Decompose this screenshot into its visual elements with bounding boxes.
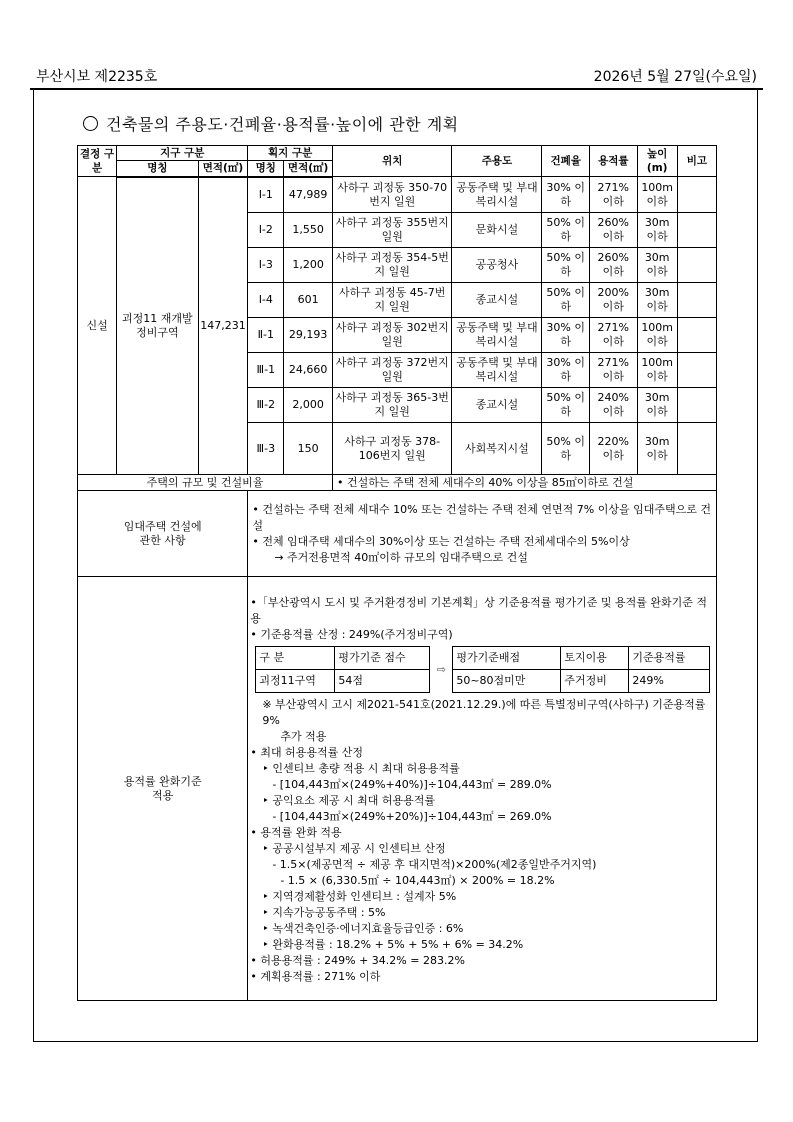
lot-height: 100m 이하 bbox=[637, 177, 677, 213]
header-far: 용적률 bbox=[589, 146, 637, 177]
header-coverage: 건폐율 bbox=[542, 146, 590, 177]
lot-name: Ⅰ-1 bbox=[248, 177, 284, 213]
lot-height: 100m 이하 bbox=[637, 318, 677, 353]
header-district-area: 면적(㎡) bbox=[198, 161, 248, 177]
far-relax-content bbox=[248, 577, 717, 1001]
lot-location: 사하구 괴정동 354-5번지 일원 bbox=[332, 248, 452, 283]
district-area-cell: 147,231 bbox=[198, 177, 248, 475]
lot-use: 문화시설 bbox=[452, 213, 542, 248]
rental-content bbox=[248, 491, 717, 577]
lot-use: 종교시설 bbox=[452, 283, 542, 318]
lot-height: 30m 이하 bbox=[637, 213, 677, 248]
header-location: 위치 bbox=[332, 146, 452, 177]
lot-use: 종교시설 bbox=[452, 388, 542, 423]
lot-coverage: 30% 이하 bbox=[542, 318, 590, 353]
lot-note bbox=[677, 283, 716, 318]
lot-area: 2,000 bbox=[284, 388, 333, 423]
result-header: 토지이용 bbox=[561, 647, 629, 670]
eval-result-table bbox=[452, 646, 710, 693]
rental-label bbox=[78, 491, 248, 577]
far-calc-line: ‣ 녹색건축인증·에너지효율등급인증 : 6% bbox=[262, 922, 464, 935]
housing-scale-label: 주택의 규모 및 건설비율 bbox=[78, 475, 333, 491]
lot-name: Ⅲ-1 bbox=[248, 353, 284, 388]
building-plan-table bbox=[77, 145, 717, 1001]
lot-use: 공동주택 및 부대복리시설 bbox=[452, 177, 542, 213]
lot-name: Ⅲ-3 bbox=[248, 423, 284, 475]
header-lot-name: 명칭 bbox=[248, 161, 284, 177]
lot-area: 1,550 bbox=[284, 213, 333, 248]
far-relax-label bbox=[78, 577, 248, 1001]
far-calc-line: • 계획용적률 : 271% 이하 bbox=[250, 970, 381, 983]
header-decision: 결정 구분 bbox=[78, 146, 117, 177]
far-calc-line: - 1.5×(제공면적 ÷ 제공 후 대지면적)×200%(제2종일반주거지역) bbox=[272, 858, 597, 871]
far-calc-line: - 1.5 × (6,330.5㎡ ÷ 104,443㎡) × 200% = 18.2% bbox=[280, 874, 555, 887]
header-lot-area: 면적(㎡) bbox=[284, 161, 333, 177]
far-calc-line: ‣ 인센티브 총량 적용 시 최대 허용용적률 bbox=[262, 762, 460, 775]
lot-location: 사하구 괴정동 302번지 일원 bbox=[332, 318, 452, 353]
result-cell: 249% bbox=[629, 670, 710, 693]
header-height: 높이 (m) bbox=[637, 146, 677, 177]
lot-far: 271% 이하 bbox=[589, 318, 637, 353]
lot-height: 30m 이하 bbox=[637, 423, 677, 475]
result-header: 평가기준배점 bbox=[453, 647, 561, 670]
lot-height: 30m 이하 bbox=[637, 283, 677, 318]
eval-score-table bbox=[255, 646, 430, 693]
lot-location: 사하구 괴정동 355번지 일원 bbox=[332, 213, 452, 248]
bulletin-issue: 부산시보 제2235호 bbox=[36, 69, 158, 85]
section-title-text: 건축물의 주용도·건폐율·용적률·높이에 관한 계획 bbox=[106, 115, 459, 134]
rental-line: • 전체 임대주택 세대수의 30%이상 또는 건설하는 주택 전체세대수의 5%이상 bbox=[252, 534, 630, 548]
far-calc-line: - [104,443㎡×(249%+40%)]÷104,443㎡ = 289.0% bbox=[272, 778, 552, 791]
rental-line: → 주거전용면적 40㎡이하 규모의 임대주택으로 건설 bbox=[274, 550, 528, 564]
rental-row bbox=[78, 491, 717, 577]
lot-far: 260% 이하 bbox=[589, 213, 637, 248]
header-lot: 획지 구분 bbox=[248, 146, 333, 161]
lot-far: 220% 이하 bbox=[589, 423, 637, 475]
lot-location: 사하구 괴정동 365-3번지 일원 bbox=[332, 388, 452, 423]
lot-note bbox=[677, 423, 716, 475]
lot-area: 47,989 bbox=[284, 177, 333, 213]
lot-area: 1,200 bbox=[284, 248, 333, 283]
eval-cell: 54점 bbox=[335, 670, 430, 693]
lot-name: Ⅰ-3 bbox=[248, 248, 284, 283]
lot-far: 240% 이하 bbox=[589, 388, 637, 423]
lot-location: 사하구 괴정동 350-70번지 일원 bbox=[332, 177, 452, 213]
lot-note bbox=[677, 318, 716, 353]
lot-location: 사하구 괴정동 372번지 일원 bbox=[332, 353, 452, 388]
right-arrow-icon: ⇨ bbox=[436, 662, 446, 676]
lot-location: 사하구 괴정동 45-7번지 일원 bbox=[332, 283, 452, 318]
header-district: 지구 구분 bbox=[117, 146, 248, 161]
far-calc-line: ‣ 공익요소 제공 시 최대 허용용적률 bbox=[262, 794, 436, 807]
far-intro-line: •「부산광역시 도시 및 주거환경정비 기본계획」상 기준용적률 평가기준 및 용적률 완화기준 적용 bbox=[250, 596, 707, 625]
bulletin-date: 2026년 5월 27일(수요일) bbox=[593, 69, 757, 85]
housing-scale-row bbox=[78, 475, 717, 491]
far-calc-line: ‣ 공공시설부지 제공 시 인센티브 산정 bbox=[262, 842, 446, 855]
far-relax-row bbox=[78, 577, 717, 1001]
far-calc-line: ‣ 완화용적률 : 18.2% + 5% + 5% + 6% = 34.2% bbox=[262, 938, 524, 951]
lot-note bbox=[677, 353, 716, 388]
result-cell: 50~80점미만 bbox=[453, 670, 561, 693]
lot-height: 30m 이하 bbox=[637, 248, 677, 283]
header-note: 비고 bbox=[677, 146, 716, 177]
lot-coverage: 30% 이하 bbox=[542, 353, 590, 388]
header-use: 주용도 bbox=[452, 146, 542, 177]
lot-area: 601 bbox=[284, 283, 333, 318]
far-calc-line: ‣ 지속가능공동주택 : 5% bbox=[262, 906, 386, 919]
header-district-name: 명칭 bbox=[117, 161, 198, 177]
lot-far: 260% 이하 bbox=[589, 248, 637, 283]
lot-height: 30m 이하 bbox=[637, 388, 677, 423]
lot-far: 200% 이하 bbox=[589, 283, 637, 318]
lot-area: 24,660 bbox=[284, 353, 333, 388]
lot-far: 271% 이하 bbox=[589, 353, 637, 388]
lot-coverage: 50% 이하 bbox=[542, 213, 590, 248]
lot-coverage: 50% 이하 bbox=[542, 423, 590, 475]
lot-name: Ⅱ-1 bbox=[248, 318, 284, 353]
lot-note bbox=[677, 213, 716, 248]
lot-height: 100m 이하 bbox=[637, 353, 677, 388]
rental-label-text: 임대주택 건설에 관한 사항 bbox=[123, 519, 202, 547]
circle-bullet-icon bbox=[83, 116, 98, 131]
lot-far: 271% 이하 bbox=[589, 177, 637, 213]
far-calc-line: • 허용용적률 : 249% + 34.2% = 283.2% bbox=[250, 954, 465, 967]
lot-name: Ⅰ-4 bbox=[248, 283, 284, 318]
far-calc-line: ※ 부산광역시 고시 제2021-541호(2021.12.29.)에 따른 특별정비구역(사하구) 기준용적률 9% bbox=[262, 698, 706, 727]
lot-use: 공동주택 및 부대복리시설 bbox=[452, 318, 542, 353]
table-row bbox=[78, 177, 717, 213]
far-calc-lines bbox=[250, 697, 714, 985]
lot-area: 29,193 bbox=[284, 318, 333, 353]
lot-use: 사회복지시설 bbox=[452, 423, 542, 475]
result-cell: 주거정비 bbox=[561, 670, 629, 693]
lot-note bbox=[677, 177, 716, 213]
rental-line: • 건설하는 주택 전체 세대수 10% 또는 건설하는 주택 전체 연면적 7% 이상을 임대주택으로 건설 bbox=[252, 502, 711, 532]
far-eval-tables bbox=[255, 646, 714, 693]
section-title bbox=[83, 112, 459, 135]
far-calc-line: • 용적률 완화 적용 bbox=[250, 826, 342, 839]
lot-use: 공동주택 및 부대복리시설 bbox=[452, 353, 542, 388]
lot-name: Ⅰ-2 bbox=[248, 213, 284, 248]
far-calc-line: 추가 적용 bbox=[280, 730, 327, 743]
eval-cell: 괴정11구역 bbox=[256, 670, 335, 693]
housing-scale-text: • 건설하는 주택 전체 세대수의 40% 이상을 85㎡이하로 건설 bbox=[332, 475, 716, 491]
lot-note bbox=[677, 248, 716, 283]
lot-coverage: 50% 이하 bbox=[542, 283, 590, 318]
lot-coverage: 50% 이하 bbox=[542, 248, 590, 283]
lot-area: 150 bbox=[284, 423, 333, 475]
result-header: 기준용적률 bbox=[629, 647, 710, 670]
district-name-cell: 괴정11 재개발 정비구역 bbox=[117, 177, 198, 475]
lot-use: 공공청사 bbox=[452, 248, 542, 283]
lot-note bbox=[677, 388, 716, 423]
lot-name: Ⅲ-2 bbox=[248, 388, 284, 423]
far-relax-label-text: 용적률 완화기준 적용 bbox=[123, 774, 202, 802]
far-intro-line: • 기준용적률 산정 : 249%(주거정비구역) bbox=[250, 628, 453, 641]
far-calc-line: - [104,443㎡×(249%+20%)]÷104,443㎡ = 269.0% bbox=[272, 810, 552, 823]
eval-header: 평가기준 점수 bbox=[335, 647, 430, 670]
far-calc-line: • 최대 허용용적률 산정 bbox=[250, 746, 363, 759]
eval-header: 구 분 bbox=[256, 647, 335, 670]
lot-location: 사하구 괴정동 378-106번지 일원 bbox=[332, 423, 452, 475]
far-calc-line: ‣ 지역경제활성화 인센티브 : 설계자 5% bbox=[262, 890, 457, 903]
lot-coverage: 50% 이하 bbox=[542, 388, 590, 423]
lot-coverage: 30% 이하 bbox=[542, 177, 590, 213]
decision-cell: 신설 bbox=[78, 177, 117, 475]
